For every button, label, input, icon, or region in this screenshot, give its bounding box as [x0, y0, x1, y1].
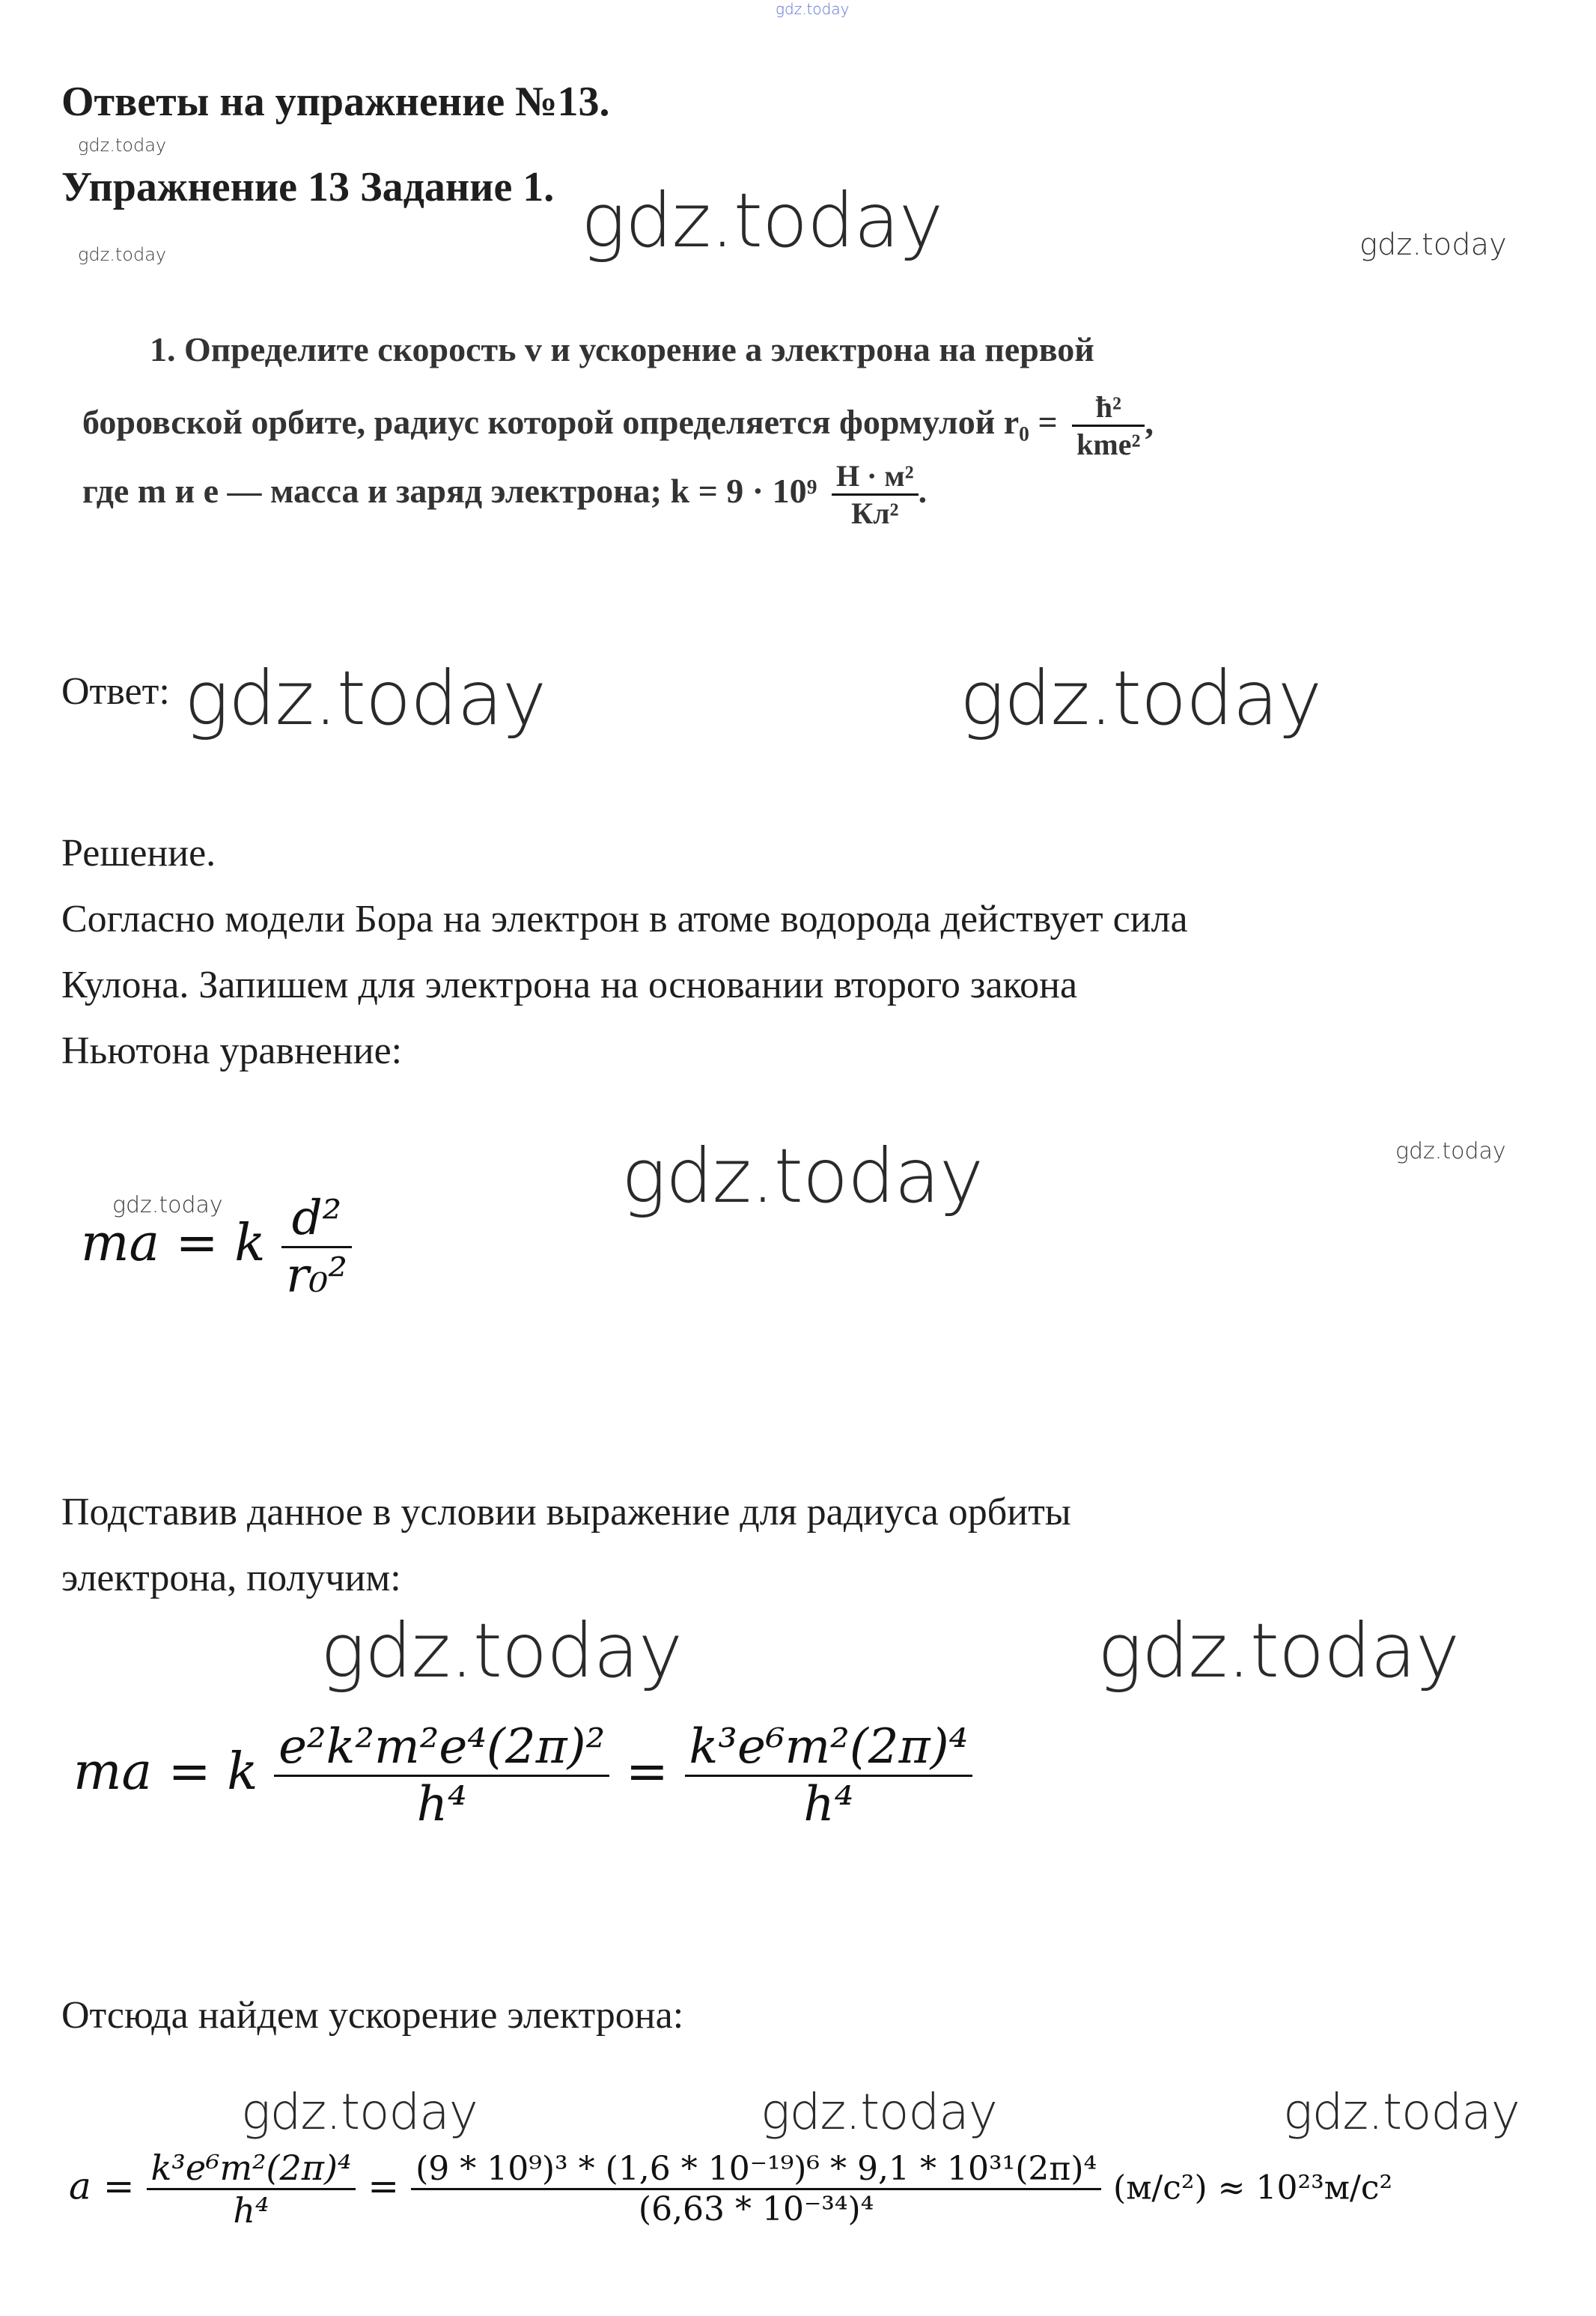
- watermark-text: gdz.today: [78, 135, 167, 156]
- watermark-text: gdz.today: [112, 1192, 223, 1218]
- task-heading: Упражнение 13 Задание 1.: [61, 164, 555, 210]
- watermark-text: gdz.today: [320, 1607, 683, 1695]
- watermark-text: gdz.today: [621, 1132, 984, 1220]
- watermark-text: gdz.today: [581, 177, 943, 264]
- watermark-text: gdz.today: [241, 2083, 478, 2141]
- watermark-text: gdz.today: [1283, 2083, 1520, 2141]
- watermark-text: gdz.today: [78, 244, 167, 265]
- watermark-text: gdz.today: [761, 2083, 997, 2141]
- watermark-text: gdz.today: [1395, 1138, 1506, 1164]
- solution-paragraph-2-line-1: Подставив данное в условии выражение для радиуса орбиты: [61, 1491, 1071, 1534]
- equation-substitution: ma = k $\frac{\text{e²k²m²e⁴(2π)²}}{\text{h⁴}}$ = $\frac{\text{k³e⁶m²(2π)⁴}}{\text{h⁴}}$: [73, 1719, 972, 1832]
- equation-acceleration: a = $\frac{\text{k³e⁶m²(2π)⁴}}{\text{h⁴}}$ = $\frac{\text{(9 * 10⁹)³ * (1,6 * 10⁻¹⁹)⁶ * 9,1 * 10³¹(2π)⁴}}{\text{(6,63 * 10⁻³⁴)⁴}}$ (м/с²) ≈ 10²³м/с²: [69, 2148, 1393, 2231]
- page-title: Ответы на упражнение №13.: [61, 79, 610, 125]
- solution-paragraph-3: Отсюда найдем ускорение электрона:: [61, 1994, 684, 2037]
- watermark-text: gdz.today: [776, 0, 850, 18]
- solution-title: Решение.: [61, 832, 216, 875]
- solution-paragraph-2-line-2: электрона, получим:: [61, 1557, 401, 1599]
- watermark-text: gdz.today: [1359, 228, 1507, 262]
- task-line-2: боровской орбите, радиус которой определяется формулой r₀ = $\frac{\text{ħ²}}{\text{kme²}}$ ,: [82, 390, 1154, 461]
- task-line-3: где m и e — масса и заряд электрона; k = 9 · 10⁹ $\frac{\text{Н · м²}}{\text{Кл²}}$ .: [82, 459, 928, 530]
- equation-newton: ma = k $\frac{\text{d²}}{\text{r₀²}}$: [81, 1191, 352, 1304]
- watermark-text: gdz.today: [1097, 1607, 1460, 1695]
- watermark-text: gdz.today: [184, 654, 546, 742]
- solution-paragraph-1-line-3: Ньютона уравнение:: [61, 1030, 403, 1072]
- task-line-1: 1. Определите скорость v и ускорение a электрона на первой: [150, 330, 1094, 368]
- watermark-text: gdz.today: [960, 654, 1322, 742]
- answer-label: Ответ:: [61, 670, 170, 713]
- solution-paragraph-1-line-1: Согласно модели Бора на электрон в атоме водорода действует сила: [61, 898, 1188, 940]
- solution-paragraph-1-line-2: Кулона. Запишем для электрона на основании второго закона: [61, 964, 1078, 1006]
